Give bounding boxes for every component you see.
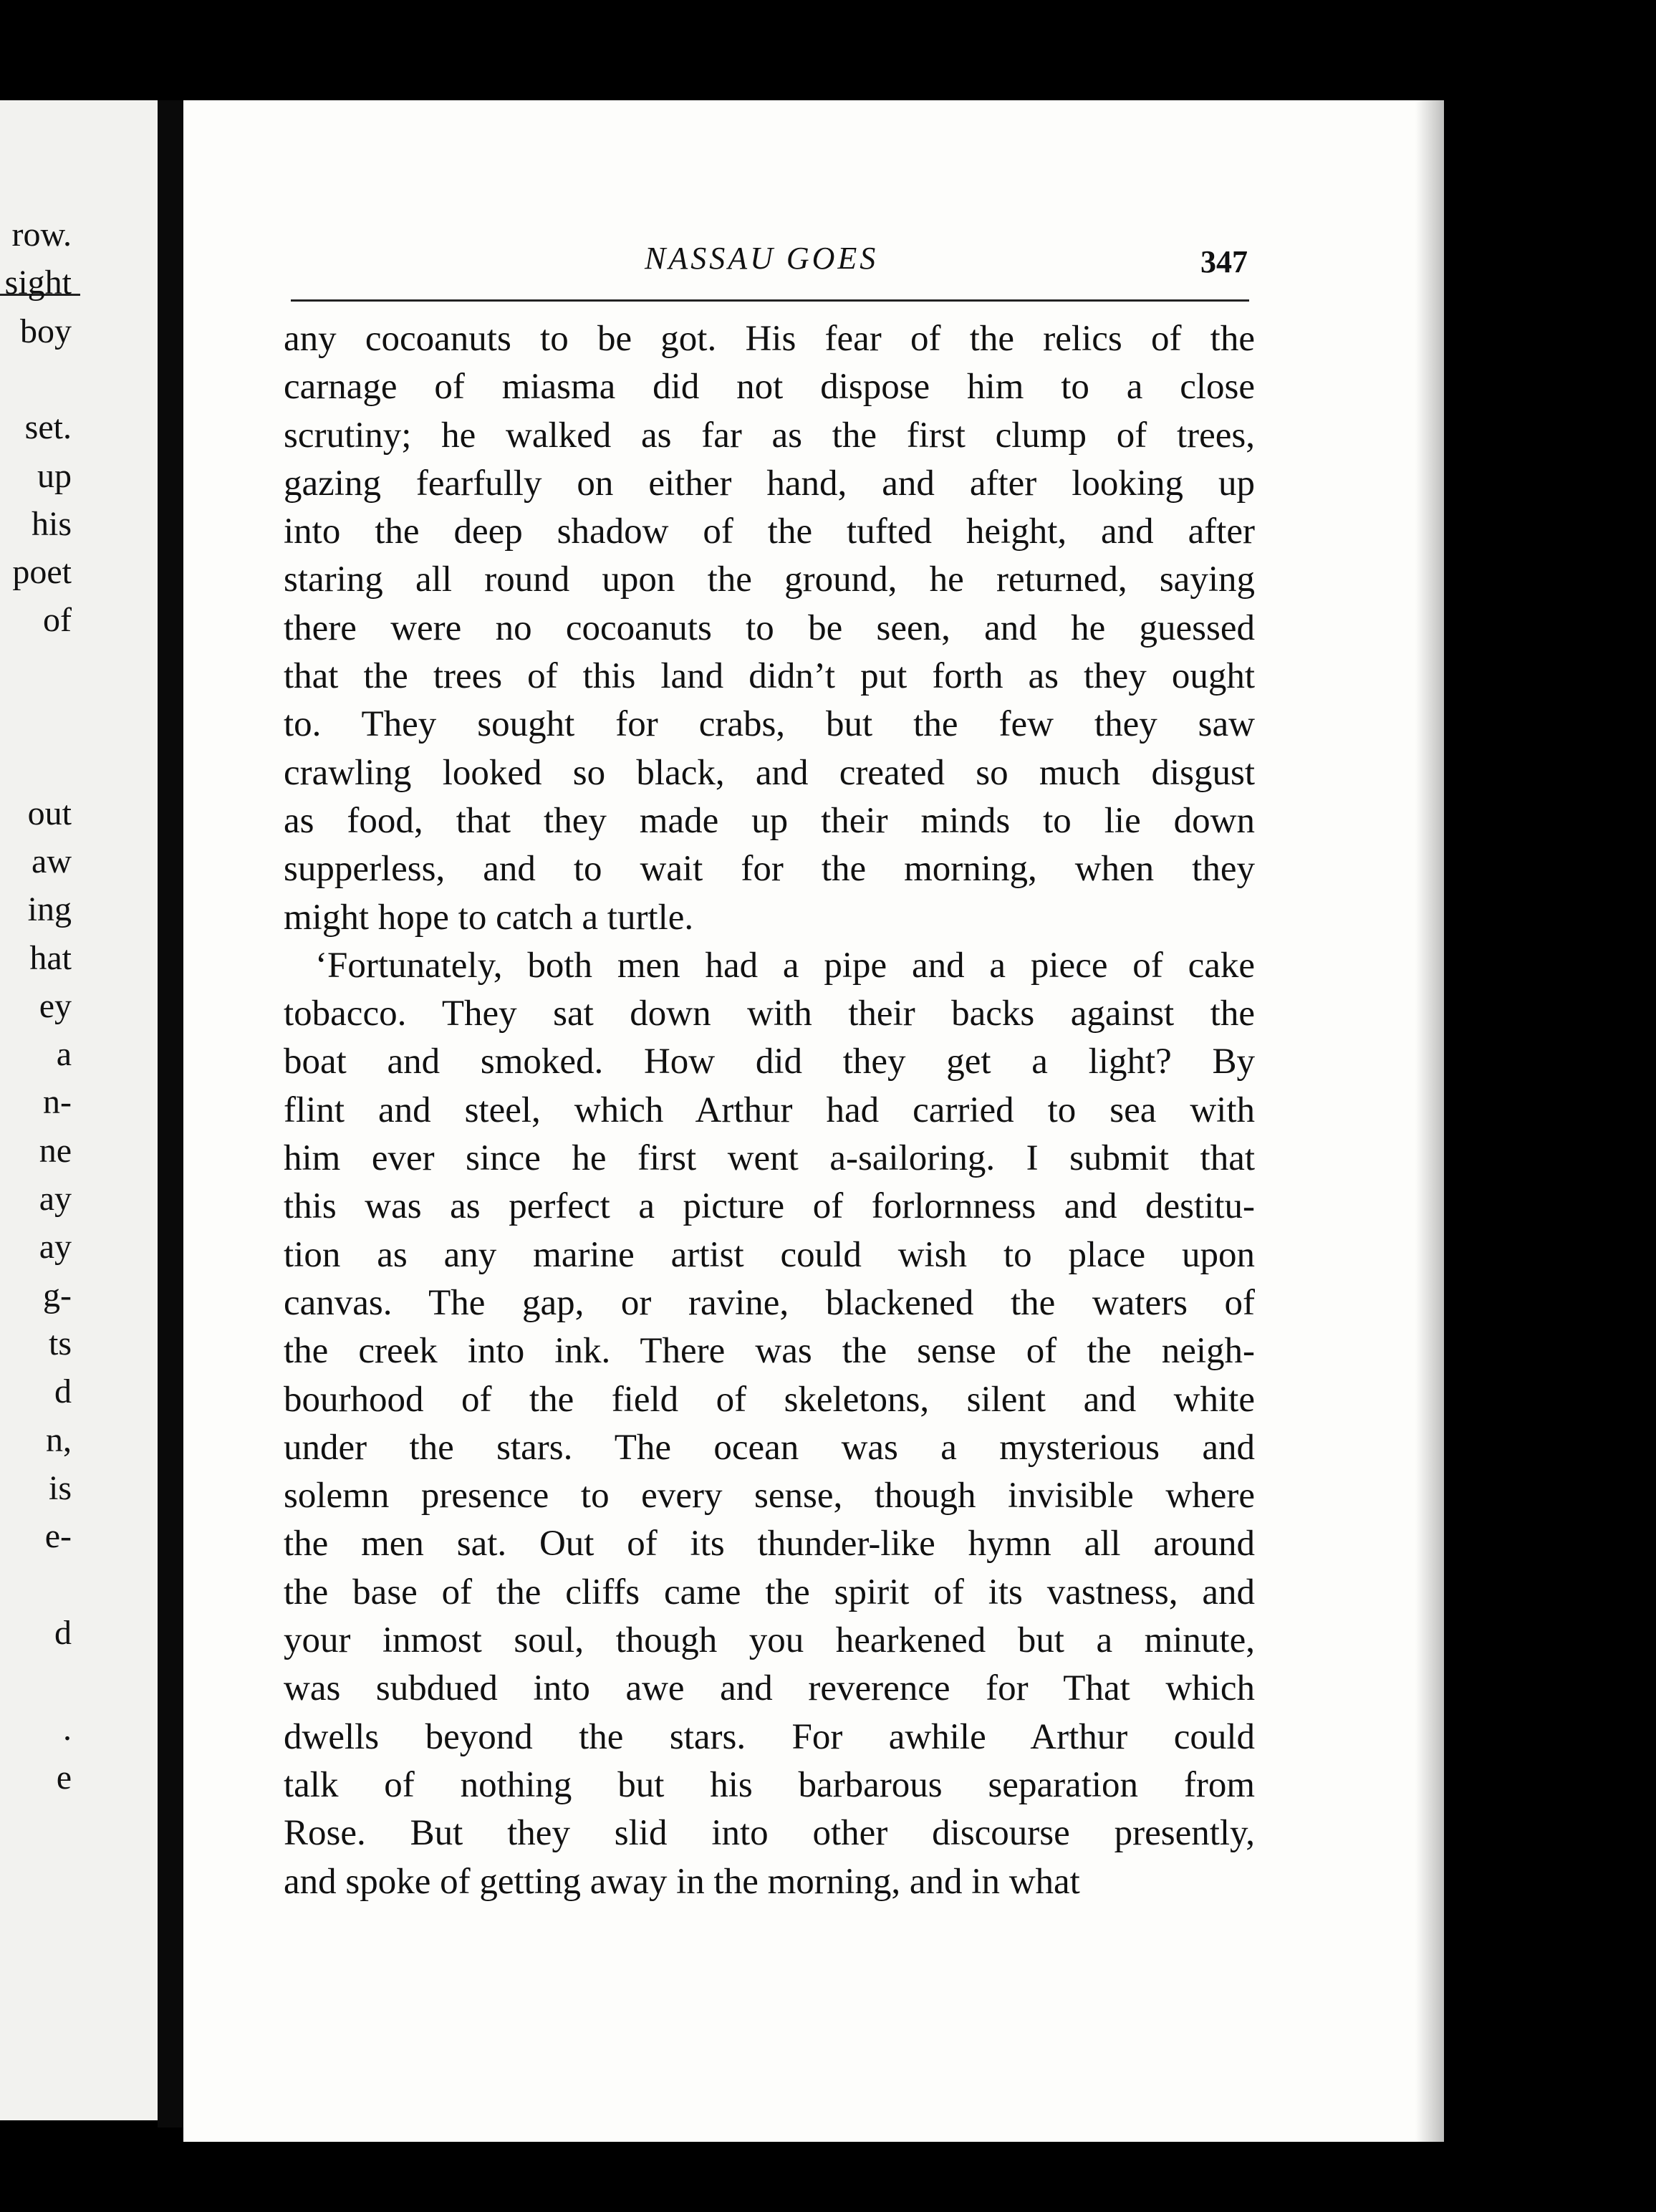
- book-page: [183, 100, 1444, 2142]
- text-line: solemn presence to every sense, though invisible where: [284, 1476, 1255, 1516]
- text-line: boat and smoked. How did they get a light? By: [284, 1042, 1255, 1082]
- facing-page-line: out: [27, 794, 72, 832]
- text-line: Rose. But they slid into other discourse presently,: [284, 1813, 1255, 1854]
- text-line: crawling looked so black, and created so much disgust: [284, 752, 1255, 793]
- text-line: gazing fearfully on either hand, and after looking up: [284, 463, 1255, 504]
- text-line: the base of the cliffs came the spirit of its vastness, and: [284, 1572, 1255, 1612]
- facing-page-line: his: [31, 504, 72, 543]
- facing-page-line: ts: [48, 1324, 72, 1362]
- text-line: the creek into ink. There was the sense of the neigh-: [284, 1331, 1255, 1372]
- text-line: talk of nothing but his barbarous separation from: [284, 1764, 1255, 1805]
- text-line: bourhood of the field of skeletons, silent and white: [284, 1379, 1255, 1420]
- text-line: tion as any marine artist could wish to place upon: [284, 1234, 1255, 1275]
- running-head: NASSAU GOES: [645, 241, 879, 276]
- facing-page-line: .: [63, 1710, 72, 1749]
- facing-page-line: a: [56, 1035, 72, 1074]
- text-line: was subdued into awe and reverence for That which: [284, 1668, 1255, 1709]
- text-line: any cocoanuts to be got. His fear of the relics of the: [284, 319, 1255, 359]
- facing-page-line: poet: [12, 553, 72, 592]
- page-number: 347: [1200, 244, 1248, 279]
- text-line: might hope to catch a turtle.: [284, 897, 694, 938]
- text-line: staring all round upon the ground, he returned, saying: [284, 559, 1255, 600]
- text-line: your inmost soul, though you hearkened but a minute,: [284, 1620, 1255, 1661]
- text-line: and spoke of getting away in the morning, and in what: [284, 1861, 1080, 1902]
- text-line: that the trees of this land didn’t put forth as they ought: [284, 656, 1255, 697]
- text-line: there were no cocoanuts to be seen, and he guessed: [284, 607, 1255, 648]
- text-line: supperless, and to wait for the morning, when they: [284, 849, 1255, 890]
- text-line: ‘Fortunately, both men had a pipe and a piece of cake: [315, 945, 1255, 986]
- facing-page-line: up: [37, 456, 72, 495]
- facing-page-line: d: [54, 1372, 72, 1411]
- text-line: this was as perfect a picture of forlornness and destitu-: [284, 1186, 1255, 1227]
- facing-page-line: boy: [20, 312, 72, 350]
- facing-page-line: e: [56, 1758, 72, 1797]
- facing-page-line: ay: [39, 1180, 72, 1218]
- facing-page-line: sight: [4, 264, 72, 302]
- text-line: the men sat. Out of its thunder-like hymn all around: [284, 1524, 1255, 1564]
- facing-page-line: set.: [24, 408, 72, 447]
- facing-page-line: ne: [39, 1131, 72, 1170]
- facing-page-line: n-: [43, 1083, 72, 1122]
- facing-page-line: n,: [46, 1420, 72, 1459]
- facing-page-line: ing: [27, 890, 72, 929]
- facing-page-line: aw: [32, 842, 72, 880]
- text-line: into the deep shadow of the tufted height, and after: [284, 511, 1255, 552]
- text-line: flint and steel, which Arthur had carried to sea with: [284, 1090, 1255, 1130]
- page-edge-shadow: [1415, 100, 1444, 2142]
- text-line: as food, that they made up their minds to lie down: [284, 800, 1255, 841]
- facing-page-fragment: [0, 100, 165, 2120]
- text-line: under the stars. The ocean was a mysterious and: [284, 1427, 1255, 1468]
- text-line: to. They sought for crabs, but the few they saw: [284, 704, 1255, 745]
- text-line: canvas. The gap, or ravine, blackened the waters of: [284, 1282, 1255, 1323]
- facing-page-line: ey: [39, 986, 72, 1025]
- text-line: dwells beyond the stars. For awhile Arthur could: [284, 1716, 1255, 1757]
- facing-page-line: ay: [39, 1228, 72, 1266]
- facing-page-line: e-: [44, 1517, 72, 1556]
- facing-page-line: is: [48, 1468, 72, 1507]
- text-line: scrutiny; he walked as far as the first clump of trees,: [284, 415, 1255, 456]
- book-gutter: [158, 100, 183, 2127]
- facing-page-line: d: [54, 1613, 72, 1652]
- facing-page-line: row.: [11, 216, 72, 254]
- facing-page-line: of: [43, 601, 72, 640]
- text-line: tobacco. They sat down with their backs against the: [284, 994, 1255, 1034]
- header-rule: [291, 299, 1249, 302]
- text-line: him ever since he first went a-sailoring. I submit that: [284, 1138, 1255, 1179]
- body-text: [284, 315, 1255, 1906]
- text-line: carnage of miasma did not dispose him to a close: [284, 367, 1255, 408]
- facing-page-line: g-: [43, 1276, 72, 1314]
- facing-page-line: hat: [29, 938, 72, 977]
